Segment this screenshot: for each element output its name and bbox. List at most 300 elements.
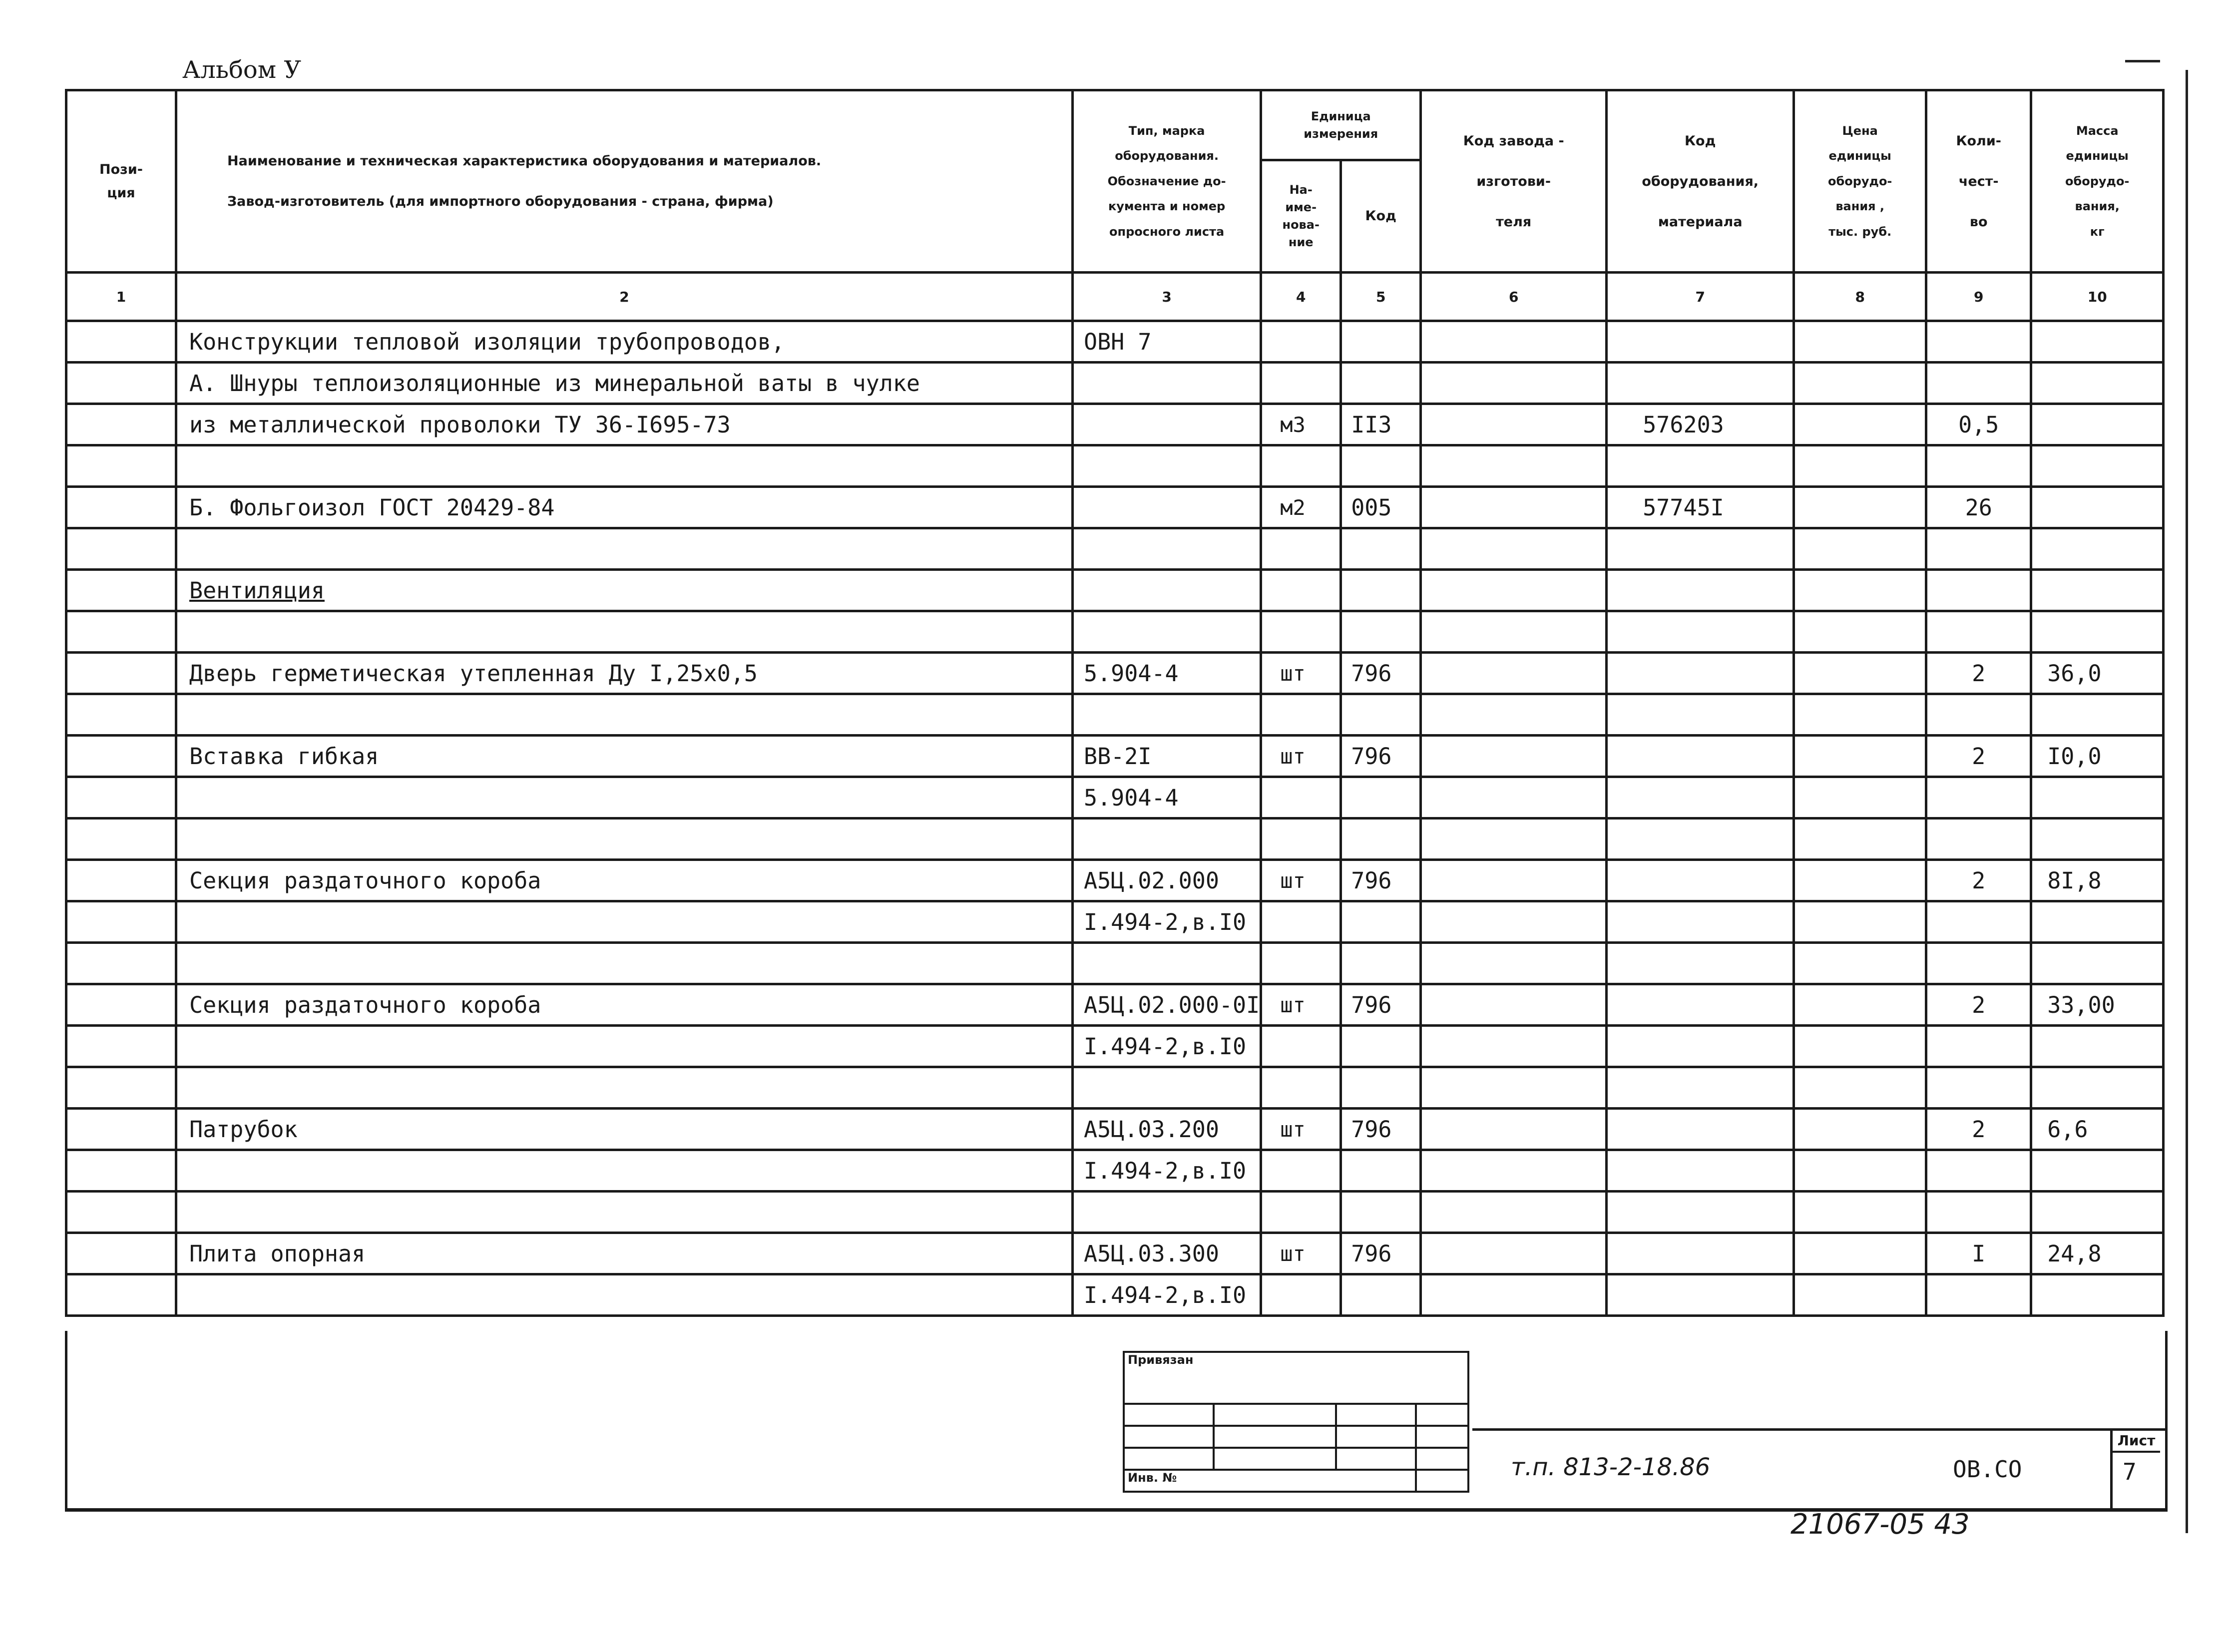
album-label: Альбом У [182,56,302,84]
header-position: Пози- ция [66,90,176,273]
row-unit-code-cell [1341,943,1421,984]
header-name-line1: Наименование и техническая характеристика оборудования и материалов. [227,153,822,169]
table-row [66,321,2164,363]
row-mass-cell: 8I,8 [2031,860,2164,901]
row-type-cell [1073,487,1261,528]
row-unit-cell [1261,777,1341,819]
header-plant-code: Код завода - изготови- теля [1421,90,1607,273]
row-quantity-cell: 2 [1926,736,2031,777]
row-quantity-cell [1926,611,2031,653]
table-row [66,736,2164,777]
row-mass-cell [2031,901,2164,943]
stamp-cell [1214,1426,1336,1448]
row-position-cell [66,736,176,777]
row-material-code-cell [1607,984,1794,1026]
table-row [66,1274,2164,1316]
row-unit-code-cell [1341,777,1421,819]
col-number: 2 [176,273,1073,321]
row-mass-cell [2031,404,2164,445]
row-position-cell [66,404,176,445]
row-position-cell [66,819,176,860]
row-name-cell: из металлической проволоки ТУ 36-I695-73 [176,404,1073,445]
row-position-cell [66,528,176,570]
row-price-cell [1794,901,1926,943]
row-mass-cell [2031,1067,2164,1109]
row-name-cell [176,1067,1073,1109]
row-quantity-cell [1926,570,2031,611]
row-material-code-cell [1607,1150,1794,1192]
col-number: 5 [1341,273,1421,321]
row-mass-cell [2031,777,2164,819]
row-material-code-cell [1607,901,1794,943]
row-price-cell [1794,653,1926,694]
header-name-line2: Завод-изготовитель (для импортного оборудования - страна, фирма) [227,194,774,209]
row-mass-cell [2031,1192,2164,1233]
row-mass-cell [2031,1150,2164,1192]
table-row [66,1192,2164,1233]
row-position-cell [66,694,176,736]
row-position-cell [66,1274,176,1316]
row-unit-code-cell: 796 [1341,1109,1421,1150]
row-unit-cell [1261,943,1341,984]
row-plant-code-cell [1421,445,1607,487]
row-material-code-cell [1607,860,1794,901]
row-material-code-cell [1607,1274,1794,1316]
row-plant-code-cell [1421,1109,1607,1150]
row-unit-cell [1261,611,1341,653]
row-material-code-cell [1607,819,1794,860]
row-plant-code-cell [1421,1274,1607,1316]
table-row [66,445,2164,487]
row-price-cell [1794,736,1926,777]
row-price-cell [1794,1150,1926,1192]
stamp-cell [1416,1404,1468,1426]
row-position-cell [66,1026,176,1067]
row-quantity-cell: I [1926,1233,2031,1274]
row-material-code-cell: 57745I [1607,487,1794,528]
row-position-cell [66,943,176,984]
row-mass-cell: I0,0 [2031,736,2164,777]
row-mass-cell [2031,487,2164,528]
row-type-cell: ВВ-2I [1073,736,1261,777]
row-price-cell [1794,1233,1926,1274]
row-plant-code-cell [1421,901,1607,943]
row-price-cell [1794,1274,1926,1316]
stamp-cell [1416,1470,1468,1492]
row-quantity-cell [1926,1067,2031,1109]
row-quantity-cell: 0,5 [1926,404,2031,445]
header-unit-name: На- име- нова- ние [1261,160,1341,273]
row-unit-cell [1261,445,1341,487]
row-name-cell: Патрубок [176,1109,1073,1150]
row-plant-code-cell [1421,404,1607,445]
row-type-cell [1073,1067,1261,1109]
row-unit-code-cell [1341,528,1421,570]
table-row [66,819,2164,860]
row-plant-code-cell [1421,736,1607,777]
stamp-cell [1416,1426,1468,1448]
row-plant-code-cell [1421,653,1607,694]
row-material-code-cell [1607,611,1794,653]
row-material-code-cell [1607,1067,1794,1109]
row-name-cell [176,611,1073,653]
header-unit: Единица измерения [1261,90,1421,160]
row-name-cell [176,777,1073,819]
row-name-cell: Вставка гибкая [176,736,1073,777]
row-price-cell [1794,1026,1926,1067]
row-quantity-cell [1926,321,2031,363]
row-position-cell [66,1067,176,1109]
stamp-cell [1336,1448,1416,1470]
row-price-cell [1794,570,1926,611]
stamp-inv-label: Инв. № [1124,1470,1416,1492]
row-unit-code-cell [1341,445,1421,487]
row-name-cell [176,528,1073,570]
row-price-cell [1794,487,1926,528]
table-row [66,901,2164,943]
row-quantity-cell [1926,819,2031,860]
row-unit-code-cell [1341,819,1421,860]
row-unit-cell [1261,570,1341,611]
row-price-cell [1794,777,1926,819]
row-unit-cell: шт [1261,1109,1341,1150]
row-unit-cell [1261,901,1341,943]
row-position-cell [66,1233,176,1274]
row-type-cell: I.494-2,в.I0 [1073,1274,1261,1316]
row-position-cell [66,1109,176,1150]
row-unit-cell: шт [1261,653,1341,694]
right-edge-line [2186,70,2188,1533]
row-position-cell [66,570,176,611]
row-price-cell [1794,860,1926,901]
row-quantity-cell: 2 [1926,1109,2031,1150]
col-number: 8 [1794,273,1926,321]
specification-table [65,89,2165,1317]
row-price-cell [1794,321,1926,363]
table-row [66,777,2164,819]
row-price-cell [1794,445,1926,487]
row-quantity-cell [1926,1192,2031,1233]
row-unit-cell [1261,321,1341,363]
row-unit-cell: шт [1261,984,1341,1026]
row-unit-cell [1261,694,1341,736]
row-mass-cell: 36,0 [2031,653,2164,694]
row-position-cell [66,984,176,1026]
row-type-cell [1073,363,1261,404]
document-number: т.п. 813-2-18.86 [1511,1453,1711,1481]
row-unit-cell [1261,1026,1341,1067]
document-code: ОВ.СО [1953,1456,2022,1483]
row-unit-code-cell [1341,1067,1421,1109]
row-position-cell [66,487,176,528]
row-mass-cell: 33,00 [2031,984,2164,1026]
table-row [66,1109,2164,1150]
row-plant-code-cell [1421,487,1607,528]
col-number: 9 [1926,273,2031,321]
row-name-cell [176,901,1073,943]
table-row [66,1233,2164,1274]
row-material-code-cell [1607,445,1794,487]
row-unit-code-cell [1341,1274,1421,1316]
row-material-code-cell [1607,1192,1794,1233]
row-position-cell [66,1192,176,1233]
row-material-code-cell [1607,943,1794,984]
row-type-cell [1073,819,1261,860]
row-material-code-cell [1607,1109,1794,1150]
table-row [66,860,2164,901]
row-quantity-cell: 2 [1926,653,2031,694]
row-unit-cell: м2 [1261,487,1341,528]
row-material-code-cell [1607,777,1794,819]
row-position-cell [66,653,176,694]
col-number: 7 [1607,273,1794,321]
header-price: Цена единицы оборудо- вания , тыс. руб. [1794,90,1926,273]
stamp-cell [1214,1448,1336,1470]
stamp-cell [1124,1448,1214,1470]
row-quantity-cell: 2 [1926,984,2031,1026]
row-material-code-cell [1607,1233,1794,1274]
row-name-cell: Плита опорная [176,1233,1073,1274]
row-material-code-cell [1607,363,1794,404]
table-row [66,363,2164,404]
row-plant-code-cell [1421,984,1607,1026]
row-name-cell [176,1026,1073,1067]
row-price-cell [1794,1067,1926,1109]
row-material-code-cell: 576203 [1607,404,1794,445]
row-position-cell [66,860,176,901]
row-price-cell [1794,819,1926,860]
row-material-code-cell [1607,736,1794,777]
row-position-cell [66,777,176,819]
row-unit-code-cell [1341,321,1421,363]
row-unit-cell: шт [1261,1233,1341,1274]
row-mass-cell [2031,1274,2164,1316]
header-equipment-code: Код оборудования, материала [1607,90,1794,273]
row-unit-code-cell [1341,1192,1421,1233]
table-row [66,694,2164,736]
row-unit-code-cell: 796 [1341,1233,1421,1274]
row-type-cell [1073,694,1261,736]
row-material-code-cell [1607,1026,1794,1067]
row-unit-cell: шт [1261,860,1341,901]
row-type-cell [1073,570,1261,611]
row-unit-cell: м3 [1261,404,1341,445]
row-plant-code-cell [1421,819,1607,860]
row-price-cell [1794,943,1926,984]
row-type-cell [1073,943,1261,984]
row-quantity-cell [1926,528,2031,570]
row-mass-cell [2031,570,2164,611]
row-price-cell [1794,984,1926,1026]
row-plant-code-cell [1421,860,1607,901]
header-mass: Масса единицы оборудо- вания, кг [2031,90,2164,273]
row-plant-code-cell [1421,1067,1607,1109]
row-quantity-cell [1926,363,2031,404]
row-type-cell: А5Ц.02.000 [1073,860,1261,901]
row-unit-code-cell [1341,901,1421,943]
row-unit-cell: шт [1261,736,1341,777]
row-position-cell [66,363,176,404]
row-type-cell [1073,528,1261,570]
row-plant-code-cell [1421,321,1607,363]
row-price-cell [1794,1109,1926,1150]
row-material-code-cell [1607,653,1794,694]
row-unit-code-cell: 796 [1341,653,1421,694]
row-type-cell [1073,611,1261,653]
col-number: 4 [1261,273,1341,321]
table-row [66,1150,2164,1192]
row-unit-cell [1261,1150,1341,1192]
stamp-bound-label: Привязан [1124,1352,1468,1404]
row-price-cell [1794,404,1926,445]
header-name [176,90,1073,273]
row-type-cell: I.494-2,в.I0 [1073,1026,1261,1067]
row-mass-cell [2031,321,2164,363]
row-mass-cell [2031,694,2164,736]
stamp-cell [1336,1426,1416,1448]
row-unit-code-cell [1341,1026,1421,1067]
row-name-cell [176,943,1073,984]
row-type-cell: ОВН 7 [1073,321,1261,363]
row-plant-code-cell [1421,943,1607,984]
row-quantity-cell [1926,1274,2031,1316]
row-plant-code-cell [1421,1150,1607,1192]
row-unit-code-cell: II3 [1341,404,1421,445]
row-position-cell [66,611,176,653]
row-name-cell [176,445,1073,487]
row-quantity-cell [1926,777,2031,819]
row-quantity-cell [1926,694,2031,736]
row-type-cell [1073,404,1261,445]
row-material-code-cell [1607,321,1794,363]
row-name-cell: А. Шнуры теплоизоляционные из минеральной ваты в чулке [176,363,1073,404]
row-name-cell [176,819,1073,860]
row-name-cell: Секция раздаточного короба [176,984,1073,1026]
row-unit-code-cell [1341,1150,1421,1192]
corner-mark [2125,60,2160,65]
stamp-cell [1124,1404,1214,1426]
row-name-cell: Б. Фольгоизол ГОСТ 20429-84 [176,487,1073,528]
row-name-cell: Конструкции тепловой изоляции трубопроводов, [176,321,1073,363]
row-quantity-cell [1926,445,2031,487]
row-quantity-cell [1926,901,2031,943]
row-unit-code-cell [1341,363,1421,404]
row-unit-cell [1261,1192,1341,1233]
row-quantity-cell: 2 [1926,860,2031,901]
row-unit-code-cell: 796 [1341,860,1421,901]
row-type-cell [1073,445,1261,487]
row-type-cell: 5.904-4 [1073,777,1261,819]
row-position-cell [66,445,176,487]
table-row [66,943,2164,984]
row-quantity-cell: 26 [1926,487,2031,528]
row-unit-cell [1261,363,1341,404]
table-row [66,570,2164,611]
row-mass-cell: 24,8 [2031,1233,2164,1274]
row-unit-code-cell [1341,611,1421,653]
col-number: 10 [2031,273,2164,321]
row-unit-code-cell: 005 [1341,487,1421,528]
row-type-cell [1073,1192,1261,1233]
stamp-cell [1214,1404,1336,1426]
row-type-cell: А5Ц.02.000-0I [1073,984,1261,1026]
row-unit-cell [1261,528,1341,570]
row-type-cell: I.494-2,в.I0 [1073,1150,1261,1192]
row-name-cell [176,1274,1073,1316]
row-plant-code-cell [1421,777,1607,819]
row-mass-cell: 6,6 [2031,1109,2164,1150]
row-mass-cell [2031,819,2164,860]
row-type-cell: 5.904-4 [1073,653,1261,694]
row-mass-cell [2031,943,2164,984]
row-name-cell [176,1150,1073,1192]
row-plant-code-cell [1421,1192,1607,1233]
row-mass-cell [2031,363,2164,404]
row-mass-cell [2031,1026,2164,1067]
row-type-cell: А5Ц.03.200 [1073,1109,1261,1150]
sheet-number: 7 [2123,1458,2137,1485]
stamp-cell [1124,1426,1214,1448]
approval-stamp [1123,1351,1469,1493]
stamp-cell [1336,1404,1416,1426]
handwritten-note: 21067-05 43 [1790,1508,1970,1541]
header-quantity: Коли- чест- во [1926,90,2031,273]
column-numbers-row [66,273,2164,321]
row-position-cell [66,1150,176,1192]
row-unit-code-cell [1341,570,1421,611]
table-row [66,1067,2164,1109]
row-material-code-cell [1607,570,1794,611]
row-plant-code-cell [1421,1026,1607,1067]
row-quantity-cell [1926,1026,2031,1067]
stamp-cell [1416,1448,1468,1470]
table-row [66,404,2164,445]
header-type: Тип, марка оборудования. Обозначение до- кумента и номер опросного листа [1073,90,1261,273]
col-number: 3 [1073,273,1261,321]
table-row [66,528,2164,570]
row-unit-cell [1261,1274,1341,1316]
row-quantity-cell [1926,943,2031,984]
row-position-cell [66,321,176,363]
row-unit-cell [1261,819,1341,860]
row-type-cell: I.494-2,в.I0 [1073,901,1261,943]
row-quantity-cell [1926,1150,2031,1192]
row-price-cell [1794,611,1926,653]
row-mass-cell [2031,528,2164,570]
row-material-code-cell [1607,528,1794,570]
row-position-cell [66,901,176,943]
row-name-cell: Дверь герметическая утепленная Ду I,25х0,5 [176,653,1073,694]
row-plant-code-cell [1421,1233,1607,1274]
row-price-cell [1794,1192,1926,1233]
row-mass-cell [2031,445,2164,487]
row-unit-code-cell [1341,694,1421,736]
row-mass-cell [2031,611,2164,653]
table-row [66,487,2164,528]
col-number: 1 [66,273,176,321]
col-number: 6 [1421,273,1607,321]
row-plant-code-cell [1421,611,1607,653]
table-row [66,611,2164,653]
sheet-label: Лист [2113,1432,2160,1453]
row-unit-code-cell: 796 [1341,984,1421,1026]
row-name-cell: Секция раздаточного короба [176,860,1073,901]
row-material-code-cell [1607,694,1794,736]
row-unit-cell [1261,1067,1341,1109]
row-plant-code-cell [1421,694,1607,736]
row-plant-code-cell [1421,363,1607,404]
row-unit-code-cell: 796 [1341,736,1421,777]
